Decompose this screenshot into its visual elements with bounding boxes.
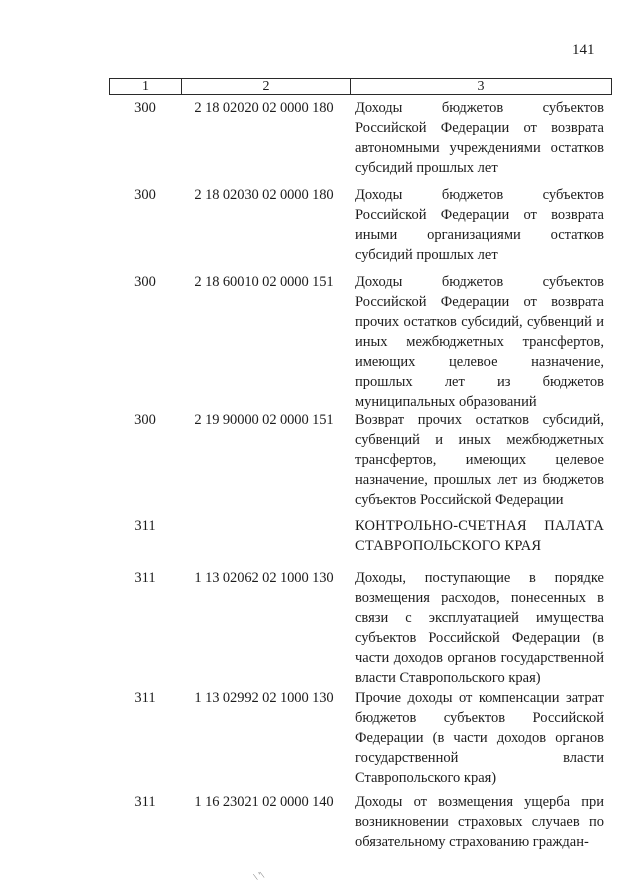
budget-code: 2 18 02030 02 0000 180 [194, 187, 334, 203]
page-number: 141 [572, 42, 595, 58]
revenue-description: Доходы бюджетов субъектов Российской Федерации от возврата автономными учреждениями остатков субсидий прошлых лет [355, 100, 604, 176]
section-heading: КОНТРОЛЬНО-СЧЕТНАЯ ПАЛАТА СТАВРОПОЛЬСКОГО КРАЯ [355, 518, 604, 554]
admin-code: 300 [134, 100, 156, 116]
budget-code: 1 13 02062 02 1000 130 [194, 570, 334, 586]
table-row [109, 410, 612, 508]
admin-code: 300 [134, 274, 156, 290]
table-row [109, 516, 612, 554]
budget-code: 2 18 60010 02 0000 151 [194, 274, 334, 290]
budget-code: 2 18 02020 02 0000 180 [194, 100, 334, 116]
admin-code: 311 [134, 518, 156, 534]
table-row [109, 688, 612, 786]
table-header [109, 78, 612, 95]
budget-code [181, 516, 347, 536]
revenue-description: Доходы бюджетов субъектов Российской Федерации от возврата иными организациями остатков субсидий прошлых лет [355, 187, 604, 263]
revenue-description: Доходы, поступающие в порядке возмещения расходов, понесенных в связи с эксплуатацией имущества субъектов Российской Федерации (в части доходов органов государственной власти Ставропольского края) [355, 570, 604, 686]
scan-mark: \ '\ [252, 869, 266, 884]
table-row [109, 185, 612, 263]
table-row [109, 792, 612, 850]
column-header-3: 3 [477, 79, 485, 94]
revenue-description: Доходы бюджетов субъектов Российской Федерации от возврата прочих остатков субсидий, субвенций и иных межбюджетных трансфертов, имеющих целевое назначение, прошлых лет из бюджетов муниципальных образований [355, 274, 604, 410]
revenue-description: Возврат прочих остатков субсидий, субвенций и иных межбюджетных трансфертов, имеющих целевое назначение, прошлых лет из бюджетов субъектов Российской Федерации [355, 412, 604, 508]
admin-code: 311 [134, 690, 156, 706]
admin-code: 300 [134, 412, 156, 428]
table-row [109, 568, 612, 686]
admin-code: 300 [134, 187, 156, 203]
budget-code: 1 13 02992 02 1000 130 [194, 690, 334, 706]
budget-code: 1 16 23021 02 0000 140 [194, 794, 334, 810]
budget-code: 2 19 90000 02 0000 151 [194, 412, 334, 428]
table-row [109, 98, 612, 176]
admin-code: 311 [134, 794, 156, 810]
column-header-1: 1 [110, 79, 182, 94]
revenue-description: Прочие доходы от компенсации затрат бюджетов субъектов Российской Федерации (в части доходов органов государственной власти Ставропольского края) [355, 690, 604, 786]
table-row [109, 272, 612, 410]
admin-code: 311 [134, 570, 156, 586]
column-header-2: 2 [182, 79, 351, 94]
revenue-description: Доходы от возмещения ущерба при возникновении страховых случаев по обязательному страхованию граждан- [355, 794, 604, 850]
